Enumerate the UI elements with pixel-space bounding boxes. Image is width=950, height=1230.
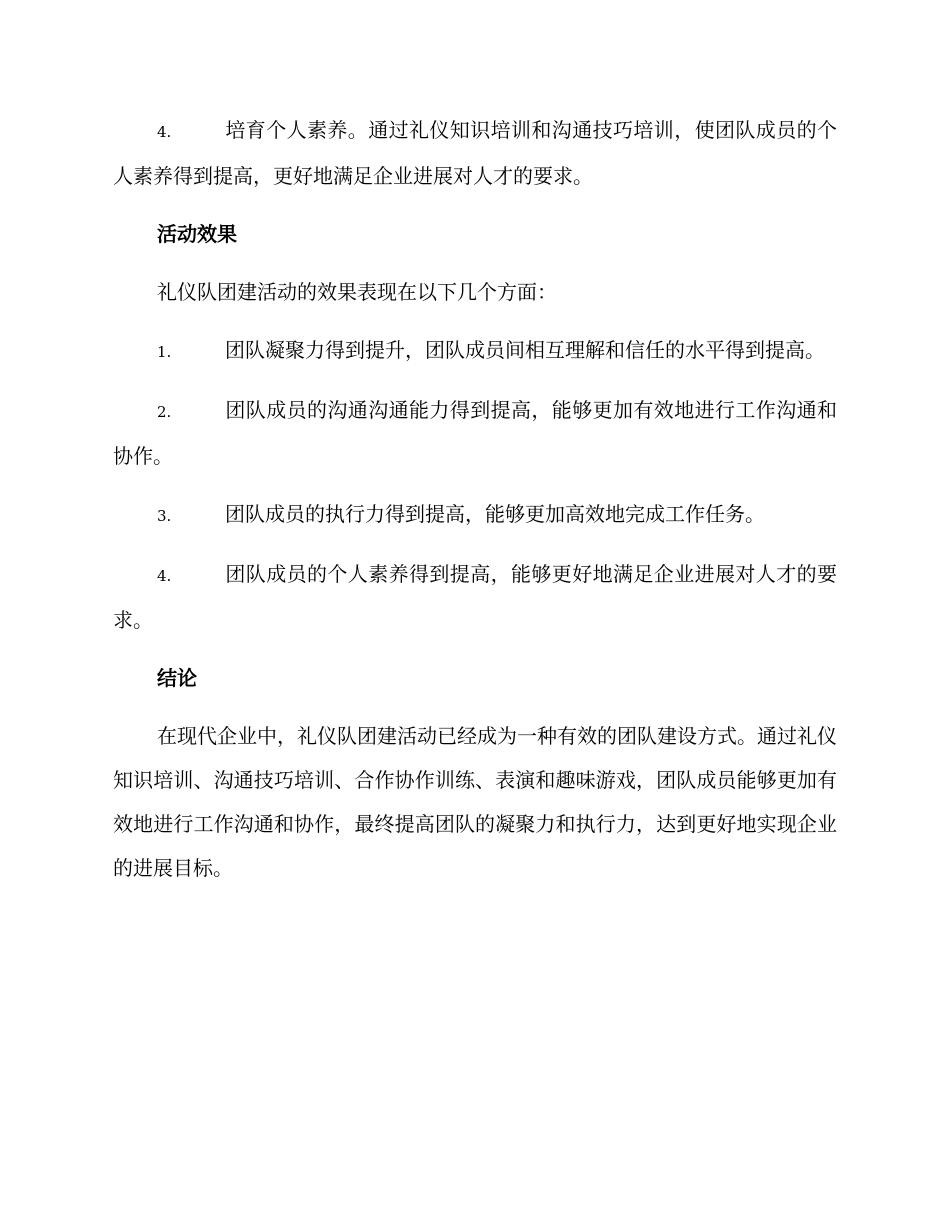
document-content <box>113 108 837 904</box>
list-text: 团队成员的沟通沟通能力得到提高，能够更加有效地进行工作沟通和协作。 <box>113 398 837 468</box>
list-item <box>113 108 837 198</box>
conclusion-body: 在现代企业中，礼仪队团建活动已经成为一种有效的团队建设方式。通过礼仪知识培训、沟通技巧培训、合作协作训练、表演和趣味游戏，团队成员能够更加有效地进行工作沟通和协作，最终提高团队的凝聚力和执行力，达到更好地实现企业的进展目标。 <box>113 724 837 880</box>
list-item <box>113 328 837 374</box>
list-text: 培育个人素养。通过礼仪知识培训和沟通技巧培训，使团队成员的个人素养得到提高，更好地满足企业进展对人才的要求。 <box>113 118 837 188</box>
section-intro: 礼仪队团建活动的效果表现在以下几个方面： <box>157 280 557 304</box>
list-item <box>113 388 837 478</box>
list-number: 4. <box>157 123 172 141</box>
list-number: 1. <box>157 343 172 361</box>
list-text: 团队凝聚力得到提升，团队成员间相互理解和信任的水平得到提高。 <box>225 338 825 362</box>
list-number: 3. <box>157 507 172 525</box>
section-heading-effect: 活动效果 <box>157 222 237 246</box>
list-item <box>113 552 837 642</box>
section-heading-conclusion: 结论 <box>157 666 197 690</box>
list-number: 4. <box>157 567 172 585</box>
list-number: 2. <box>157 403 172 421</box>
list-text: 团队成员的个人素养得到提高，能够更好地满足企业进展对人才的要求。 <box>113 562 837 632</box>
list-text: 团队成员的执行力得到提高，能够更加高效地完成工作任务。 <box>225 502 765 526</box>
list-item <box>113 492 837 538</box>
